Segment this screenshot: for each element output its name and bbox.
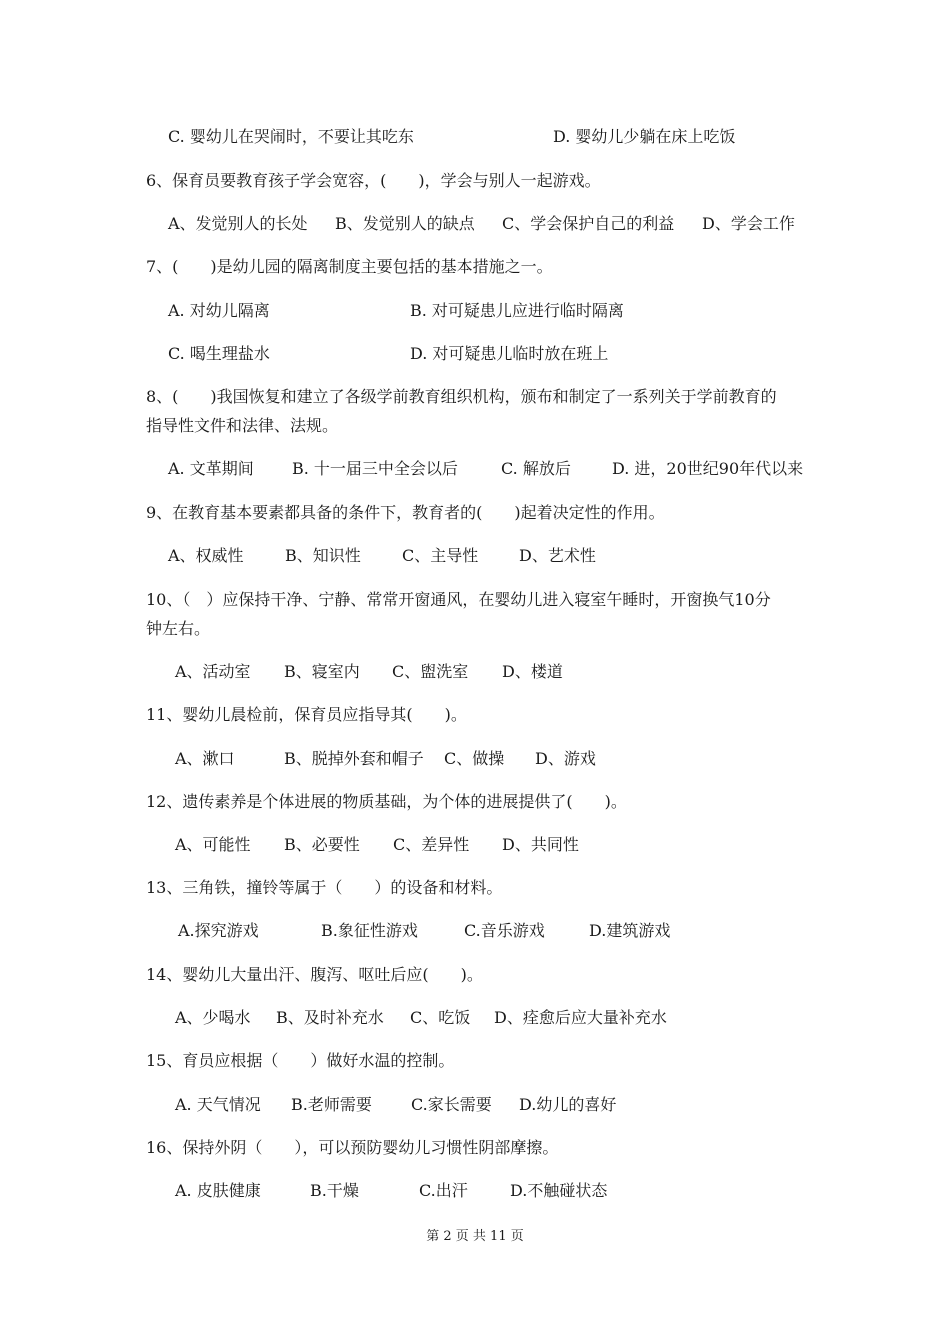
- q5-option-d: D. 婴幼儿少躺在床上吃饭: [553, 127, 736, 146]
- q7-option-a: A. 对幼儿隔离: [168, 301, 270, 320]
- q9-option-d: D、艺术性: [519, 546, 596, 565]
- q12-option-c: C、差异性: [393, 835, 470, 854]
- q10-option-c: C、盥洗室: [392, 662, 469, 681]
- q14-option-b: B、及时补充水: [276, 1008, 384, 1027]
- q13-stem: 13、三角铁，撞铃等属于（ ）的设备和材料。: [146, 878, 503, 897]
- q6-option-c: C、学会保护自己的利益: [502, 214, 675, 233]
- q13-option-a: A.探究游戏: [178, 921, 259, 940]
- q8-option-c: C. 解放后: [501, 459, 571, 478]
- q14-option-c: C、吃饭: [410, 1008, 471, 1027]
- q15-option-b: B.老师需要: [291, 1095, 372, 1114]
- q16-option-a: A. 皮肤健康: [175, 1181, 261, 1200]
- q13-option-c: C.音乐游戏: [464, 921, 545, 940]
- q16-stem: 16、保持外阴（ ），可以预防婴幼儿习惯性阴部摩擦。: [146, 1138, 559, 1157]
- q6-option-d: D、学会工作: [702, 214, 795, 233]
- q5-option-c: C. 婴幼儿在哭闹时，不要让其吃东: [168, 127, 414, 146]
- q8-option-b: B. 十一届三中全会以后: [292, 459, 458, 478]
- q15-stem: 15、育员应根据（ ）做好水温的控制。: [146, 1051, 455, 1070]
- q6-option-b: B、发觉别人的缺点: [335, 214, 475, 233]
- q7-option-b: B. 对可疑患儿应进行临时隔离: [410, 301, 624, 320]
- page-number-footer: 第 2 页 共 11 页: [426, 1229, 524, 1244]
- q8-option-d: D. 进，20世纪90年代以来: [612, 459, 804, 478]
- q9-stem: 9、在教育基本要素都具备的条件下，教育者的( )起着决定性的作用。: [146, 503, 665, 522]
- q10-option-b: B、寝室内: [284, 662, 360, 681]
- q6-option-a: A、发觉别人的长处: [168, 214, 308, 233]
- q8-option-a: A. 文革期间: [168, 459, 254, 478]
- q12-option-b: B、必要性: [284, 835, 360, 854]
- q9-option-a: A、权威性: [168, 546, 244, 565]
- q16-option-d: D.不触碰状态: [510, 1181, 608, 1200]
- q10-option-a: A、活动室: [175, 662, 251, 681]
- q9-option-b: B、知识性: [285, 546, 361, 565]
- q13-option-d: D.建筑游戏: [589, 921, 671, 940]
- q15-option-a: A. 天气情况: [175, 1095, 261, 1114]
- q15-option-d: D.幼儿的喜好: [519, 1095, 617, 1114]
- q12-stem: 12、遗传素养是个体进展的物质基础，为个体的进展提供了( )。: [146, 792, 627, 811]
- q13-option-b: B.象征性游戏: [321, 921, 418, 940]
- q10-stem-line2: 钟左右。: [146, 619, 211, 638]
- q8-stem-line2: 指导性文件和法律、法规。: [146, 416, 339, 435]
- q14-stem: 14、婴幼儿大量出汗、腹泻、呕吐后应( )。: [146, 965, 483, 984]
- q9-option-c: C、主导性: [402, 546, 479, 565]
- q12-option-d: D、共同性: [502, 835, 579, 854]
- q16-option-c: C.出汗: [419, 1181, 468, 1200]
- q14-option-d: D、痊愈后应大量补充水: [494, 1008, 667, 1027]
- q11-option-c: C、做操: [444, 749, 505, 768]
- q12-option-a: A、可能性: [175, 835, 251, 854]
- q11-option-a: A、漱口: [175, 749, 235, 768]
- q11-option-b: B、脱掉外套和帽子: [284, 749, 424, 768]
- q7-option-d: D. 对可疑患儿临时放在班上: [410, 344, 609, 363]
- q14-option-a: A、少喝水: [175, 1008, 251, 1027]
- q11-stem: 11、婴幼儿晨检前，保育员应指导其( )。: [146, 705, 467, 724]
- q10-option-d: D、楼道: [502, 662, 563, 681]
- q8-stem-line1: 8、( )我国恢复和建立了各级学前教育组织机构，颁布和制定了一系列关于学前教育的: [146, 387, 777, 406]
- q7-option-c: C. 喝生理盐水: [168, 344, 270, 363]
- q6-stem: 6、保育员要教育孩子学会宽容，( )，学会与别人一起游戏。: [146, 171, 601, 190]
- q11-option-d: D、游戏: [535, 749, 596, 768]
- q16-option-b: B.干燥: [310, 1181, 359, 1200]
- q7-stem: 7、( )是幼儿园的隔离制度主要包括的基本措施之一。: [146, 257, 553, 276]
- q15-option-c: C.家长需要: [411, 1095, 492, 1114]
- q10-stem-line1: 10、（ ）应保持干净、宁静、常常开窗通风，在婴幼儿进入寝室午睡时，开窗换气10分: [146, 590, 771, 609]
